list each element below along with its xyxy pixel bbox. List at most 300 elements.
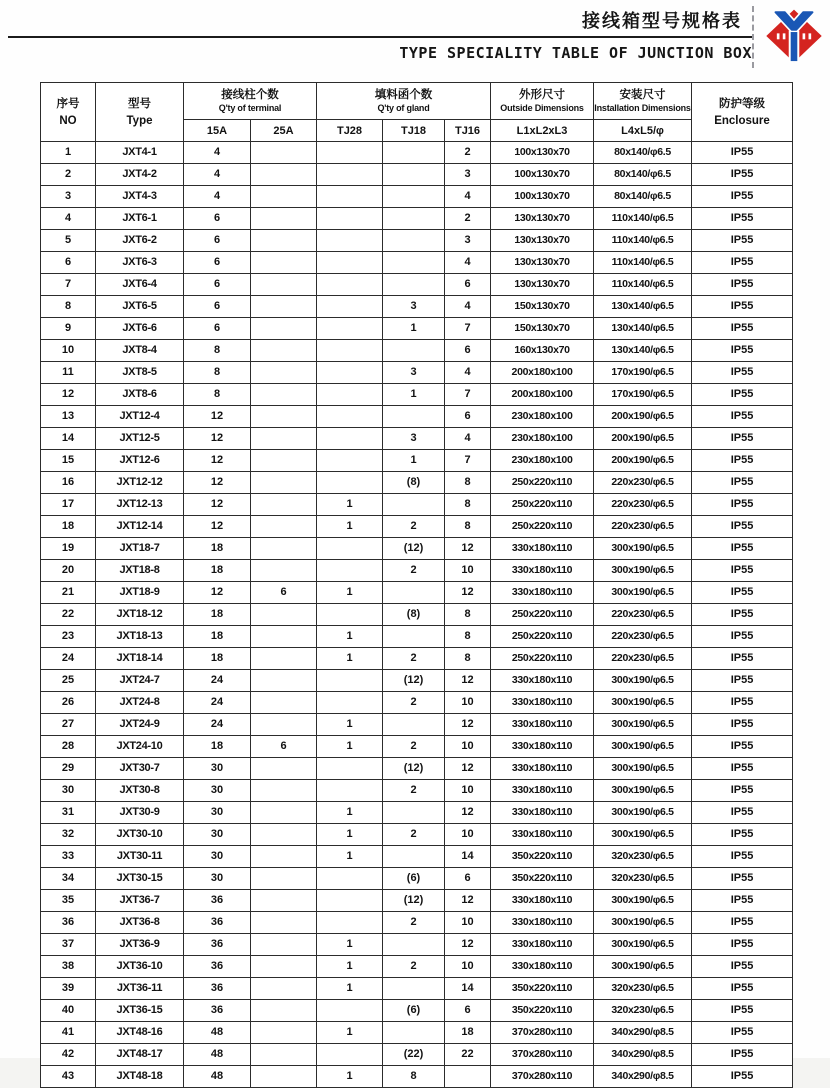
cell-outside-dim: 330x180x110 [491,714,594,736]
spec-table-header [41,83,793,142]
cell-qty-25a [251,604,317,626]
cell-tj16: 6 [445,1000,491,1022]
spec-table-body [41,142,793,1088]
cell-qty-25a [251,890,317,912]
col-terminal-zh: 接线柱个数 [221,89,279,101]
cell-qty-25a [251,1066,317,1088]
cell-tj16: 2 [445,208,491,230]
brand-logo-icon [760,3,828,69]
cell-qty-15a: 18 [184,626,251,648]
cell-enclosure: IP55 [692,472,793,494]
cell-no: 7 [41,274,96,296]
cell-enclosure: IP55 [692,604,793,626]
cell-outside-dim: 330x180x110 [491,560,594,582]
cell-qty-15a: 30 [184,780,251,802]
cell-outside-dim: 330x180x110 [491,934,594,956]
cell-tj28 [317,560,383,582]
cell-no: 42 [41,1044,96,1066]
cell-tj28 [317,186,383,208]
cell-enclosure: IP55 [692,824,793,846]
col-outside [491,83,594,120]
cell-install-dim: 320x230/φ6.5 [594,978,692,1000]
cell-type: JXT4-2 [96,164,184,186]
cell-type: JXT24-10 [96,736,184,758]
cell-qty-25a [251,868,317,890]
cell-install-dim: 340x290/φ8.5 [594,1022,692,1044]
col-type [96,83,184,142]
cell-install-dim: 300x190/φ6.5 [594,824,692,846]
cell-outside-dim: 230x180x100 [491,450,594,472]
cell-no: 37 [41,934,96,956]
cell-enclosure: IP55 [692,890,793,912]
cell-tj16: 10 [445,692,491,714]
cell-qty-15a: 18 [184,604,251,626]
cell-tj16: 12 [445,582,491,604]
cell-no: 26 [41,692,96,714]
cell-type: JXT36-10 [96,956,184,978]
cell-tj18 [383,186,445,208]
cell-outside-dim: 160x130x70 [491,340,594,362]
cell-tj18: (6) [383,868,445,890]
cell-enclosure: IP55 [692,868,793,890]
cell-enclosure: IP55 [692,1066,793,1088]
cell-no: 20 [41,560,96,582]
cell-tj16: 12 [445,934,491,956]
cell-install-dim: 300x190/φ6.5 [594,802,692,824]
cell-tj18 [383,406,445,428]
table-row [41,978,793,1000]
cell-tj28: 1 [317,714,383,736]
cell-qty-25a [251,164,317,186]
table-row [41,142,793,164]
cell-type: JXT48-17 [96,1044,184,1066]
cell-tj28: 1 [317,516,383,538]
cell-tj16: 6 [445,274,491,296]
cell-qty-15a: 30 [184,802,251,824]
cell-qty-15a: 48 [184,1044,251,1066]
cell-tj28 [317,362,383,384]
cell-qty-25a [251,186,317,208]
cell-outside-dim: 130x130x70 [491,252,594,274]
cell-no: 22 [41,604,96,626]
cell-tj28 [317,692,383,714]
cell-no: 2 [41,164,96,186]
col-15a: 15A [184,120,251,142]
cell-install-dim: 300x190/φ6.5 [594,890,692,912]
col-25a: 25A [251,120,317,142]
cell-tj28 [317,780,383,802]
cell-qty-25a [251,406,317,428]
cell-tj28 [317,252,383,274]
cell-tj28 [317,296,383,318]
cell-tj16: 4 [445,252,491,274]
cell-qty-25a [251,934,317,956]
cell-qty-15a: 4 [184,164,251,186]
cell-tj28 [317,230,383,252]
cell-outside-dim: 200x180x100 [491,384,594,406]
cell-install-dim: 80x140/φ6.5 [594,142,692,164]
table-row [41,868,793,890]
cell-tj16: 10 [445,780,491,802]
cell-type: JXT8-6 [96,384,184,406]
cell-tj18: 2 [383,692,445,714]
cell-tj18: 3 [383,428,445,450]
cell-qty-25a [251,318,317,340]
cell-tj16: 4 [445,296,491,318]
cell-tj18: (12) [383,758,445,780]
cell-type: JXT12-6 [96,450,184,472]
cell-enclosure: IP55 [692,780,793,802]
cell-install-dim: 80x140/φ6.5 [594,186,692,208]
cell-tj18: 1 [383,318,445,340]
cell-enclosure: IP55 [692,714,793,736]
cell-qty-25a [251,230,317,252]
col-terminal-group [184,83,317,120]
cell-install-dim: 170x190/φ6.5 [594,362,692,384]
cell-no: 32 [41,824,96,846]
cell-tj16: 18 [445,1022,491,1044]
cell-outside-dim: 330x180x110 [491,538,594,560]
cell-qty-25a [251,274,317,296]
cell-tj16: 3 [445,164,491,186]
cell-qty-15a: 8 [184,362,251,384]
cell-type: JXT30-7 [96,758,184,780]
cell-no: 12 [41,384,96,406]
cell-tj16: 14 [445,846,491,868]
cell-qty-25a [251,912,317,934]
col-install-sub: L4xL5/φ [594,120,692,142]
cell-type: JXT6-1 [96,208,184,230]
cell-tj18: 2 [383,648,445,670]
cell-tj16: 8 [445,604,491,626]
col-install-zh: 安装尺寸 [619,89,666,101]
cell-qty-25a [251,978,317,1000]
table-row [41,934,793,956]
cell-enclosure: IP55 [692,1000,793,1022]
table-row [41,384,793,406]
cell-qty-15a: 36 [184,978,251,1000]
cell-install-dim: 110x140/φ6.5 [594,208,692,230]
cell-type: JXT4-1 [96,142,184,164]
cell-outside-dim: 330x180x110 [491,912,594,934]
cell-tj28 [317,406,383,428]
cell-enclosure: IP55 [692,296,793,318]
cell-enclosure: IP55 [692,384,793,406]
cell-qty-15a: 36 [184,912,251,934]
cell-tj18 [383,252,445,274]
table-row [41,736,793,758]
cell-tj18: 2 [383,736,445,758]
cell-install-dim: 300x190/φ6.5 [594,912,692,934]
cell-qty-15a: 8 [184,340,251,362]
cell-tj18: 1 [383,450,445,472]
cell-enclosure: IP55 [692,934,793,956]
cell-type: JXT24-8 [96,692,184,714]
cell-tj28: 1 [317,846,383,868]
cell-type: JXT30-15 [96,868,184,890]
table-row [41,560,793,582]
cell-install-dim: 220x230/φ6.5 [594,494,692,516]
cell-no: 31 [41,802,96,824]
table-row [41,1044,793,1066]
cell-type: JXT30-10 [96,824,184,846]
cell-enclosure: IP55 [692,1022,793,1044]
cell-no: 6 [41,252,96,274]
cell-tj28 [317,318,383,340]
col-outside-sub: L1xL2xL3 [491,120,594,142]
cell-qty-15a: 18 [184,648,251,670]
cell-qty-15a: 36 [184,956,251,978]
cell-qty-15a: 30 [184,868,251,890]
cell-tj28 [317,890,383,912]
table-row [41,450,793,472]
cell-qty-15a: 6 [184,274,251,296]
cell-tj28: 1 [317,648,383,670]
cell-qty-25a [251,1022,317,1044]
col-tj28: TJ28 [317,120,383,142]
cell-type: JXT12-4 [96,406,184,428]
cell-no: 36 [41,912,96,934]
cell-tj16: 4 [445,186,491,208]
cell-qty-15a: 36 [184,890,251,912]
cell-outside-dim: 130x130x70 [491,208,594,230]
cell-enclosure: IP55 [692,582,793,604]
cell-tj16: 8 [445,626,491,648]
cell-outside-dim: 330x180x110 [491,824,594,846]
cell-tj28: 1 [317,1066,383,1088]
cell-outside-dim: 330x180x110 [491,670,594,692]
cell-install-dim: 220x230/φ6.5 [594,472,692,494]
cell-qty-15a: 18 [184,560,251,582]
col-no [41,83,96,142]
cell-qty-15a: 36 [184,934,251,956]
cell-qty-15a: 30 [184,758,251,780]
cell-outside-dim: 230x180x100 [491,428,594,450]
cell-outside-dim: 150x130x70 [491,296,594,318]
cell-no: 14 [41,428,96,450]
cell-tj16: 6 [445,340,491,362]
cell-qty-15a: 36 [184,1000,251,1022]
cell-qty-15a: 4 [184,186,251,208]
cell-tj18 [383,802,445,824]
cell-enclosure: IP55 [692,560,793,582]
cell-type: JXT6-2 [96,230,184,252]
cell-tj28 [317,912,383,934]
cell-tj28: 1 [317,978,383,1000]
cell-tj28: 1 [317,494,383,516]
cell-tj18: (22) [383,1044,445,1066]
cell-type: JXT36-15 [96,1000,184,1022]
cell-tj16: 12 [445,802,491,824]
cell-qty-25a [251,428,317,450]
cell-type: JXT4-3 [96,186,184,208]
cell-no: 39 [41,978,96,1000]
cell-qty-15a: 12 [184,494,251,516]
cell-enclosure: IP55 [692,406,793,428]
cell-tj28 [317,758,383,780]
cell-tj28 [317,384,383,406]
cell-install-dim: 220x230/φ6.5 [594,516,692,538]
table-row [41,362,793,384]
cell-no: 13 [41,406,96,428]
cell-tj16: 12 [445,758,491,780]
cell-outside-dim: 250x220x110 [491,626,594,648]
cell-type: JXT24-7 [96,670,184,692]
table-row [41,890,793,912]
cell-tj18: 1 [383,384,445,406]
cell-type: JXT36-11 [96,978,184,1000]
table-row [41,186,793,208]
cell-tj18: 3 [383,362,445,384]
cell-outside-dim: 250x220x110 [491,604,594,626]
cell-qty-15a: 24 [184,714,251,736]
cell-qty-15a: 30 [184,846,251,868]
cell-enclosure: IP55 [692,846,793,868]
cell-outside-dim: 350x220x110 [491,1000,594,1022]
cell-qty-25a [251,472,317,494]
cell-install-dim: 300x190/φ6.5 [594,560,692,582]
cell-no: 8 [41,296,96,318]
cell-outside-dim: 200x180x100 [491,362,594,384]
cell-no: 21 [41,582,96,604]
cell-type: JXT36-8 [96,912,184,934]
cell-no: 18 [41,516,96,538]
table-row [41,1022,793,1044]
cell-outside-dim: 230x180x100 [491,406,594,428]
cell-qty-15a: 6 [184,296,251,318]
cell-no: 30 [41,780,96,802]
cell-qty-25a: 6 [251,582,317,604]
table-row [41,274,793,296]
cell-tj28 [317,340,383,362]
cell-type: JXT8-4 [96,340,184,362]
cell-tj16: 7 [445,384,491,406]
cell-no: 19 [41,538,96,560]
cell-tj16: 22 [445,1044,491,1066]
cell-type: JXT30-8 [96,780,184,802]
cell-enclosure: IP55 [692,956,793,978]
cell-type: JXT6-4 [96,274,184,296]
cell-outside-dim: 130x130x70 [491,230,594,252]
table-row [41,406,793,428]
cell-no: 10 [41,340,96,362]
cell-install-dim: 200x190/φ6.5 [594,428,692,450]
cell-enclosure: IP55 [692,252,793,274]
cell-qty-15a: 12 [184,472,251,494]
cell-qty-15a: 6 [184,252,251,274]
cell-install-dim: 300x190/φ6.5 [594,758,692,780]
cell-qty-15a: 8 [184,384,251,406]
title-divider [8,36,754,38]
cell-no: 25 [41,670,96,692]
cell-tj18: 2 [383,912,445,934]
col-enclosure [692,83,793,142]
cell-qty-15a: 6 [184,208,251,230]
cell-no: 16 [41,472,96,494]
col-install [594,83,692,120]
cell-install-dim: 170x190/φ6.5 [594,384,692,406]
cell-outside-dim: 350x220x110 [491,846,594,868]
cell-no: 4 [41,208,96,230]
cell-tj16: 14 [445,978,491,1000]
spec-table [40,82,793,1088]
cell-enclosure: IP55 [692,186,793,208]
cell-type: JXT48-18 [96,1066,184,1088]
cell-type: JXT48-16 [96,1022,184,1044]
col-outside-zh: 外形尺寸 [519,89,566,101]
cell-install-dim: 300x190/φ6.5 [594,692,692,714]
cell-qty-15a: 6 [184,318,251,340]
cell-enclosure: IP55 [692,758,793,780]
col-enclosure-zh: 防护等级 [719,98,766,110]
table-row [41,340,793,362]
cell-qty-25a [251,1044,317,1066]
cell-install-dim: 130x140/φ6.5 [594,340,692,362]
cell-no: 43 [41,1066,96,1088]
cell-type: JXT36-9 [96,934,184,956]
table-row [41,472,793,494]
cell-tj16: 8 [445,494,491,516]
cell-enclosure: IP55 [692,802,793,824]
cell-enclosure: IP55 [692,516,793,538]
cell-tj16: 4 [445,362,491,384]
col-gland-group [317,83,491,120]
cell-tj28: 1 [317,802,383,824]
cell-enclosure: IP55 [692,1044,793,1066]
col-outside-en: Outside Dimensions [500,103,584,113]
cell-tj28 [317,1044,383,1066]
cell-qty-25a [251,714,317,736]
cell-outside-dim: 370x280x110 [491,1066,594,1088]
cell-tj16: 10 [445,736,491,758]
cell-enclosure: IP55 [692,428,793,450]
cell-outside-dim: 330x180x110 [491,758,594,780]
cell-qty-25a [251,538,317,560]
cell-type: JXT18-14 [96,648,184,670]
cell-enclosure: IP55 [692,274,793,296]
cell-tj16: 10 [445,824,491,846]
cell-no: 24 [41,648,96,670]
cell-enclosure: IP55 [692,318,793,340]
cell-tj16: 10 [445,560,491,582]
table-row [41,296,793,318]
table-row [41,582,793,604]
cell-type: JXT12-13 [96,494,184,516]
cell-install-dim: 220x230/φ6.5 [594,626,692,648]
col-no-zh: 序号 [56,98,80,110]
cell-tj28: 1 [317,934,383,956]
cell-outside-dim: 130x130x70 [491,274,594,296]
cell-install-dim: 200x190/φ6.5 [594,450,692,472]
cell-enclosure: IP55 [692,626,793,648]
cell-tj18 [383,626,445,648]
cell-install-dim: 340x290/φ8.5 [594,1044,692,1066]
cell-tj28: 1 [317,1022,383,1044]
cell-enclosure: IP55 [692,692,793,714]
cell-tj28 [317,450,383,472]
cell-outside-dim: 350x220x110 [491,978,594,1000]
cell-qty-25a [251,956,317,978]
cell-tj28: 1 [317,956,383,978]
cell-qty-15a: 24 [184,692,251,714]
table-row [41,1000,793,1022]
cell-qty-15a: 12 [184,406,251,428]
cell-tj28: 1 [317,582,383,604]
cell-qty-25a [251,362,317,384]
cell-type: JXT18-9 [96,582,184,604]
cell-tj28 [317,274,383,296]
col-gland-en: Q'ty of gland [377,103,430,113]
